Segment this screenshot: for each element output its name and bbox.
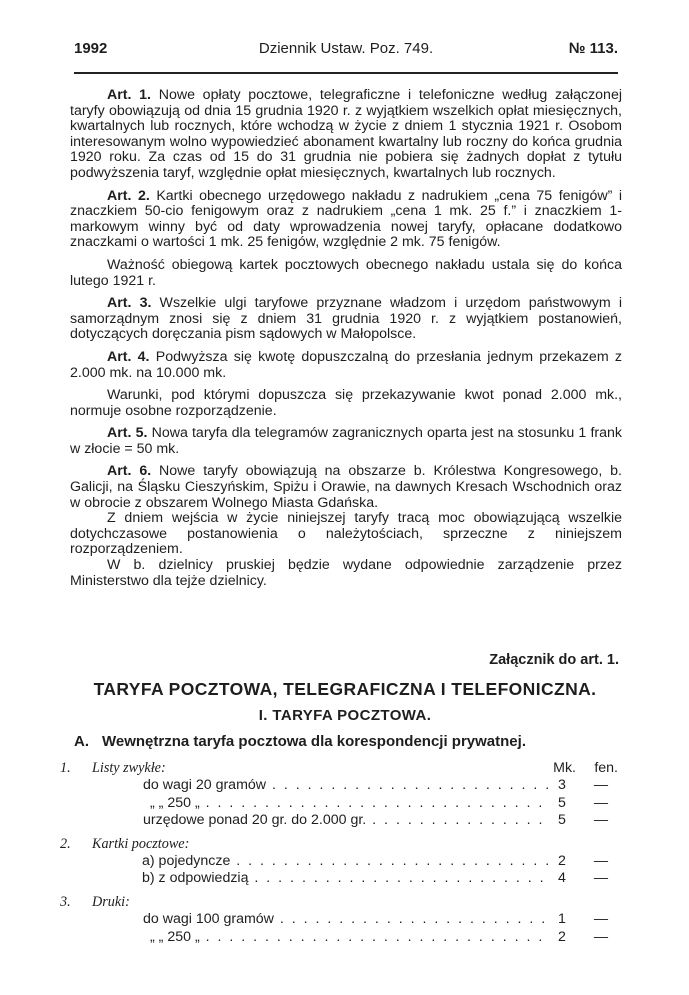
tariff-mk: 2 — [558, 928, 566, 945]
tariff-row-label: urzędowe ponad 20 gr. do 2.000 gr. . . . — [143, 812, 550, 829]
article-paragraph — [70, 258, 622, 289]
tariff-row — [60, 853, 620, 870]
tariff-row — [60, 795, 620, 812]
tariff-main-title: TARYFA POCZTOWA, TELEGRAFICZNA I TELEFONICZNA. — [93, 679, 597, 699]
tariff-row — [60, 812, 620, 829]
tariff-fen: — — [593, 812, 609, 829]
article-text: Podwyższa się kwotę dopuszczalną do przesłania jednym przekazem z 2.000 mk. na 10.000 mk. — [70, 348, 622, 381]
tariff-group-header — [60, 760, 620, 777]
article-text: Nowe opłaty pocztowe, telegraficzne i telefoniczne według załączonej taryfy obowiązują od dnia 15 grudnia 1920 r. z wyjątkiem wszelkich opłat miesięcznych, kwartalnych lub rocznych, które wchodzą w życie z dniem 1 stycznia 1921 r. Osobom interesowanym wolno wypowiedzieć abonament kwartalny lub roczny do końca grudnia 1920 roku. Za czas od 15 do 31 grudnia nie pobiera się żadnych dopłat z tytułu podwyższenia taryf, względnie opłat miesięcznych, kwartalnych lub rocznych. — [70, 87, 622, 181]
tariff-row-label: b) z odpowiedzią . . . — [142, 870, 550, 887]
tariff-mk: 5 — [558, 794, 566, 811]
article-paragraph — [70, 296, 622, 343]
section-letter: A. — [74, 733, 89, 750]
article-text: Nowa taryfa dla telegramów zagranicznych oparta jest na stosunku 1 frank w złocie = 50 mk. — [70, 425, 623, 457]
tariff-row-label: „ „ 250 „ . . . — [150, 929, 550, 946]
tariff-mk: 1 — [558, 911, 566, 928]
article-text: Kartki obecnego urzędowego nakładu z nadrukiem „cena 75 fenigów” i znaczkiem 50-cio fenigowym oraz z nadrukiem „cena 1 mk. 25 f.” i znaczkiem 1-markowym winny być od daty wprowadzenia nowej taryfy, opłacane dodatkowo znaczkami o wartości 1 mk. 25 fenigów, względnie 2 mk. 75 fenigów. — [70, 187, 622, 251]
col-mk-header: Mk. — [553, 760, 576, 776]
tariff-row — [60, 929, 620, 946]
tariff-group-header — [60, 894, 620, 911]
issue-number: № 113. — [568, 40, 618, 57]
tariff-row-label: a) pojedyncze . . . — [142, 853, 550, 870]
article-label: Art. 5. — [107, 425, 148, 442]
tariff-row — [60, 870, 620, 887]
article-label: Art. 4. — [107, 348, 150, 365]
group-number: 2. — [60, 835, 71, 852]
group-number: 3. — [60, 893, 71, 910]
tariff-table — [60, 760, 620, 946]
tariff-mk: 2 — [558, 852, 566, 869]
article-text: Z dniem wejścia w życie niniejszej taryfy tracą moc obowiązującą wszelkie dotychczasowe postanowienia o należytościach, sprzeczne z niniejszem rozporządzeniem. — [70, 510, 622, 558]
article-label: Art. 1. — [107, 87, 151, 103]
tariff-row — [60, 911, 620, 928]
article-paragraph — [70, 388, 622, 419]
tariff-fen: — — [593, 794, 609, 811]
article-paragraph — [70, 511, 622, 558]
article-label: Art. 2. — [107, 187, 150, 204]
journal-title: Dziennik Ustaw. Poz. 749. — [258, 40, 434, 57]
article-paragraph — [70, 558, 622, 589]
group-category: Druki: — [92, 893, 130, 910]
tariff-fen: — — [593, 852, 609, 869]
article-text: Nowe taryfy obowiązują na obszarze b. Królestwa Kongresowego, b. Galicji, na Śląsku Cieszyńskim, Spiżu i Orawie, na dawnych Kresach Wschodnich oraz w obrocie z obszarem Wolnego Miasta Gdańska. — [70, 463, 622, 511]
section-heading — [74, 733, 618, 750]
tariff-row-label: do wagi 100 gramów . . . — [143, 911, 550, 928]
article-text: Wszelkie ulgi taryfowe przyznane władzom i urzędom państwowym i samorządnym znosi się z dniem 31 grudnia 1920 r. z wyjątkiem postanowień, dotyczących doręczania pism sądowych w Małopolsce. — [70, 295, 622, 343]
tariff-fen: — — [593, 777, 609, 794]
tariff-fen: — — [593, 870, 609, 887]
article-paragraph — [70, 88, 622, 182]
header-rule — [74, 72, 618, 74]
group-category: Kartki pocztowe: — [92, 835, 190, 852]
group-category: Listy zwykłe: — [92, 760, 166, 776]
col-fen-header: fen. — [594, 760, 618, 776]
tariff-mk: 5 — [558, 812, 566, 829]
tariff-mk: 4 — [558, 870, 566, 887]
tariff-subtitle: I. TARYFA POCZTOWA. — [258, 707, 432, 724]
article-paragraph — [70, 464, 622, 511]
article-label: Art. 6. — [107, 463, 152, 480]
article-label: Art. 3. — [107, 295, 152, 312]
tariff-row-label: „ „ 250 „ . . . — [150, 795, 550, 812]
articles-body — [70, 88, 622, 596]
article-paragraph — [70, 426, 622, 457]
section-title: Wewnętrzna taryfa pocztowa dla korespondencji prywatnej. — [102, 733, 526, 750]
tariff-fen: — — [593, 928, 609, 945]
annex-label: Załącznik do art. 1. — [489, 652, 619, 668]
article-text: W b. dzielnicy pruskiej będzie wydane odpowiednie zarządzenie przez Ministerstwo dla tejże dzielnicy. — [70, 557, 622, 589]
page-number: 1992 — [74, 40, 108, 57]
article-paragraph — [70, 189, 622, 251]
article-text: Warunki, pod którymi dopuszcza się przekazywanie kwot ponad 2.000 mk., normuje osobne rozporządzenie. — [70, 387, 622, 419]
tariff-row — [60, 777, 620, 794]
tariff-row-label: do wagi 20 gramów . . . — [143, 777, 550, 794]
tariff-mk: 3 — [558, 777, 566, 794]
group-number: 1. — [60, 760, 71, 776]
tariff-fen: — — [593, 911, 609, 928]
tariff-group-header — [60, 836, 620, 853]
article-paragraph — [70, 350, 622, 381]
page-header — [74, 38, 618, 62]
article-text: Ważność obiegową kartek pocztowych obecnego nakładu ustala się do końca lutego 1921 r. — [70, 256, 622, 289]
